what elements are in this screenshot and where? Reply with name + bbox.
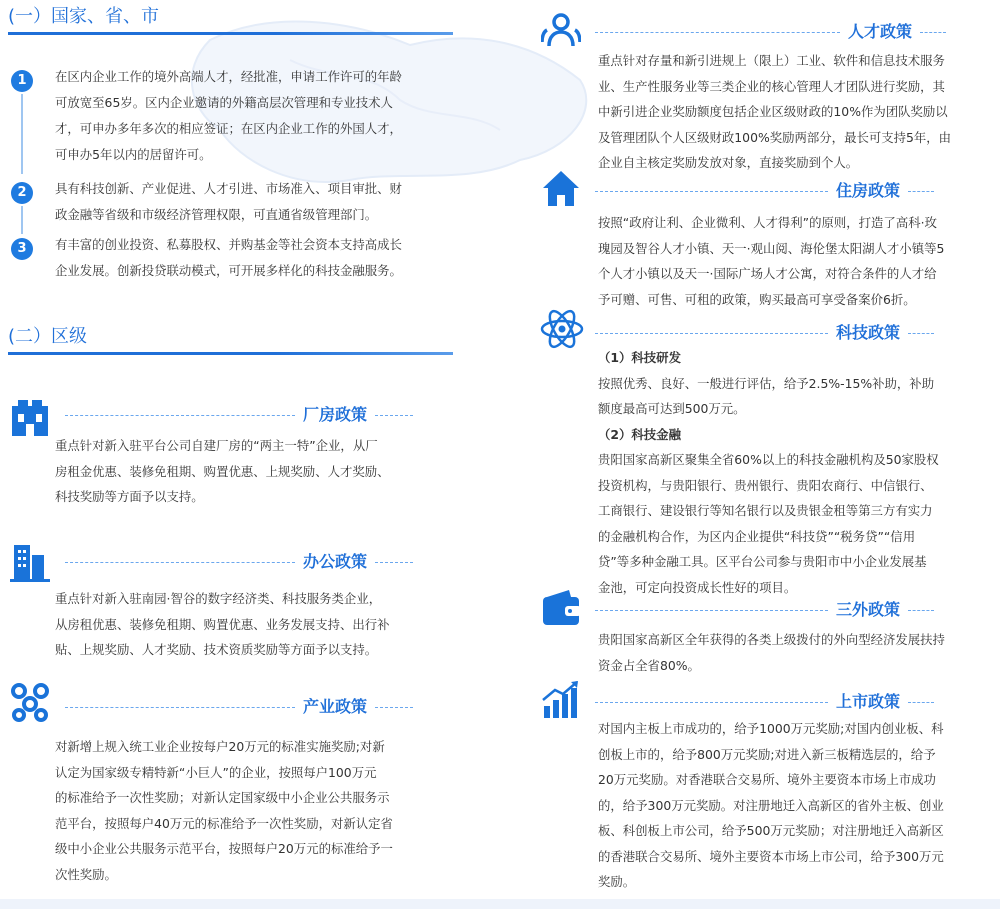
policy-listing — [535, 678, 980, 893]
policy-title: 人才政策 — [848, 22, 913, 41]
text-line: 按照“政府让利、企业微利、人才得利”的原则，打造了高科·玫 — [598, 215, 937, 230]
text-line: 重点针对存量和新引进规上（限上）工业、软件和信息技术服务 — [598, 53, 945, 68]
dash-divider — [908, 333, 934, 334]
policy-text — [598, 210, 978, 312]
text-line: 重点针对新入驻南园·智谷的数字经济类、科技服务类企业， — [55, 591, 382, 606]
text-line: 科技奖励等方面予以支持。 — [55, 489, 204, 504]
policy-text — [598, 48, 978, 176]
text-line: 投资机构，与贵阳银行、贵州银行、贵阳农商行、中信银行、 — [598, 477, 933, 493]
dash-divider — [908, 191, 934, 192]
policy-title: 住房政策 — [836, 181, 901, 200]
text-line: 创板上市的，给予800万元奖励;对进入新三板精选层的，给予 — [598, 746, 936, 762]
policy-foreign — [535, 585, 980, 675]
text-line: 的标准给予一次性奖励；对新认定国家级中小企业公共服务示 — [55, 790, 390, 805]
policy-text — [598, 627, 978, 678]
text-line: 按照优秀、良好、一般进行评估，给予2.5%-15%补助，补助 — [598, 375, 935, 391]
text-line: 的金融机构合作，为区内企业提供“科技贷”“税务贷”“信用 — [598, 528, 916, 544]
text-line: 贷”等多种金融工具。区平台公司参与贵阳市中小企业发展基 — [598, 554, 927, 569]
policy-technology — [535, 305, 980, 595]
policy-housing — [535, 168, 980, 307]
text-line: 工商银行、建设银行等知名银行以及贵银金租等第三方有实力 — [598, 503, 933, 518]
text-line: 次性奖励。 — [55, 866, 117, 882]
text-line: 及管理团队个人区级财政100%奖励两部分，最长可支持5年，由 — [598, 129, 952, 145]
industry-nodes-icon — [10, 682, 50, 722]
atom-icon — [540, 307, 584, 351]
dash-divider — [375, 415, 413, 416]
text-line: 中新引进企业奖励额度包括企业区级财政的10%作为团队奖励以 — [598, 104, 948, 119]
dash-divider — [65, 562, 295, 563]
policy-office — [0, 540, 470, 660]
section-title-national: (一）国家、省、市 — [8, 6, 160, 27]
text-line: 范平台，按照每户40万元的标准给予一次性奖励，对新认定省 — [55, 815, 393, 831]
subheading: （2）科技金融 — [598, 426, 681, 442]
timeline-connector — [21, 94, 23, 174]
growth-chart-icon — [541, 680, 581, 720]
policy-text — [598, 345, 978, 600]
number-badge: 1 — [11, 70, 33, 92]
text-line: 贵阳国家高新区全年获得的各类上级拨付的外向型经济发展扶持 — [598, 632, 945, 647]
policy-title: 产业政策 — [303, 697, 368, 716]
dash-divider — [908, 702, 934, 703]
national-policy-list — [0, 64, 470, 286]
policy-text — [598, 716, 978, 895]
number-badge: 3 — [11, 238, 33, 260]
text-line: 予可赠、可售、可租的政策，购买最高可享受备案价6折。 — [598, 291, 916, 307]
dash-divider — [65, 415, 295, 416]
policy-header — [65, 550, 421, 574]
dash-divider — [595, 610, 828, 611]
policy-text — [55, 734, 465, 887]
list-item-line: 可放宽至65岁。区内企业邀请的外籍高层次管理和专业技术人 — [55, 95, 393, 110]
list-item-line: 才，可申办多年多次的相应签证；在区内企业工作的外国人才， — [55, 121, 402, 136]
number-badge: 2 — [11, 182, 33, 204]
section-title-district: (二）区级 — [8, 326, 88, 347]
text-line: 重点针对新入驻平台公司自建厂房的“两主一特”企业，从厂 — [55, 438, 378, 453]
text-line: 认定为国家级专精特新“小巨人”的企业，按照每户100万元 — [55, 764, 377, 780]
policy-header — [595, 598, 942, 622]
policy-title: 科技政策 — [836, 323, 901, 342]
list-item — [0, 232, 470, 284]
dash-divider — [375, 707, 413, 708]
section-divider — [8, 32, 453, 35]
list-item — [0, 64, 470, 168]
list-item-line: 在区内企业工作的境外高端人才，经批准，申请工作许可的年龄 — [55, 69, 402, 84]
text-line: 房租金优惠、装修免租期、购置优惠、上规奖励、人才奖励、 — [55, 463, 390, 479]
text-line: 板、科创板上市公司，给予500万元奖励；对注册地迁入高新区 — [598, 823, 944, 838]
policy-title: 办公政策 — [303, 552, 368, 571]
text-line: 20万元奖励。对香港联合交易所、境外主要资本市场上市成功 — [598, 772, 936, 787]
timeline-connector — [21, 206, 23, 234]
policy-header — [595, 20, 954, 44]
dash-divider — [920, 32, 946, 33]
text-line: 的，给予300万元奖励。对注册地迁入高新区的省外主板、创业 — [598, 797, 944, 813]
list-item — [0, 176, 470, 228]
text-line: 级中小企业公共服务示范平台，按照每户20万元的标准给予一 — [55, 841, 393, 856]
text-line: 对国内主板上市成功的，给予1000万元奖励;对国内创业板、科 — [598, 721, 944, 736]
policy-header — [595, 321, 942, 345]
office-building-icon — [10, 543, 50, 583]
policy-text — [55, 586, 465, 663]
policy-industry — [0, 680, 470, 890]
text-line: 对新增上规入统工业企业按每户20万元的标准实施奖励;对新 — [55, 739, 385, 754]
policy-header — [595, 690, 942, 714]
list-item-line: 企业发展。创新投贷联动模式，可开展多样化的科技金融服务。 — [55, 263, 402, 278]
list-item-line: 政金融等省级和市级经济管理权限，可直通省级管理部门。 — [55, 207, 378, 222]
house-icon — [541, 168, 581, 208]
policy-text — [55, 433, 465, 510]
dash-divider — [65, 707, 295, 708]
list-item-line: 具有科技创新、产业促进、人才引进、市场准入、项目审批、财 — [55, 181, 402, 196]
dash-divider — [595, 32, 840, 33]
dash-divider — [595, 191, 828, 192]
text-line: 金池，可定向投资成长性好的项目。 — [598, 579, 797, 595]
policy-title: 上市政策 — [836, 692, 901, 711]
policy-factory — [0, 395, 470, 505]
footer-band — [0, 899, 1000, 909]
text-line: 额度最高可达到500万元。 — [598, 401, 746, 416]
text-line: 的香港联合交易所、境外主要资本市场上市公司，给予300万元 — [598, 848, 944, 864]
section-divider — [8, 352, 453, 355]
dash-divider — [595, 702, 828, 703]
policy-talent — [535, 10, 980, 170]
text-line: 从房租优惠、装修免租期、购置优惠、业务发展支持、出行补 — [55, 616, 390, 632]
list-item-line: 有丰富的创业投资、私募股权、并购基金等社会资本支持高成长 — [55, 237, 402, 252]
policy-header — [65, 403, 421, 427]
text-line: 企业自主核定奖励发放对象，直接奖励到个人。 — [598, 155, 859, 170]
text-line: 贴、上规奖励、人才奖励、技术资质奖励等方面予以支持。 — [55, 642, 378, 657]
list-item-line: 可申办5年以内的居留许可。 — [55, 147, 212, 162]
dash-divider — [908, 610, 934, 611]
text-line: 贵阳国家高新区聚集全省60%以上的科技金融机构及50家股权 — [598, 452, 939, 467]
policy-header — [595, 179, 942, 203]
text-line: 瑰园及智谷人才小镇、天一·观山阅、海伦堡太阳湖人才小镇等5 — [598, 240, 945, 256]
dash-divider — [375, 562, 413, 563]
policy-title: 三外政策 — [836, 600, 901, 619]
dash-divider — [595, 333, 828, 334]
subheading: （1）科技研发 — [598, 350, 681, 365]
factory-icon — [10, 398, 50, 438]
text-line: 奖励。 — [598, 874, 636, 889]
policy-title: 厂房政策 — [303, 405, 368, 424]
text-line: 个人才小镇以及天一·国际广场人才公寓，对符合条件的人才给 — [598, 266, 937, 281]
text-line: 业、生产性服务业等三类企业的核心管理人才团队进行奖励，其 — [598, 78, 945, 94]
talent-users-icon — [541, 10, 581, 50]
text-line: 资金占全省80%。 — [598, 657, 700, 673]
policy-header — [65, 695, 421, 719]
wallet-icon — [541, 587, 581, 627]
